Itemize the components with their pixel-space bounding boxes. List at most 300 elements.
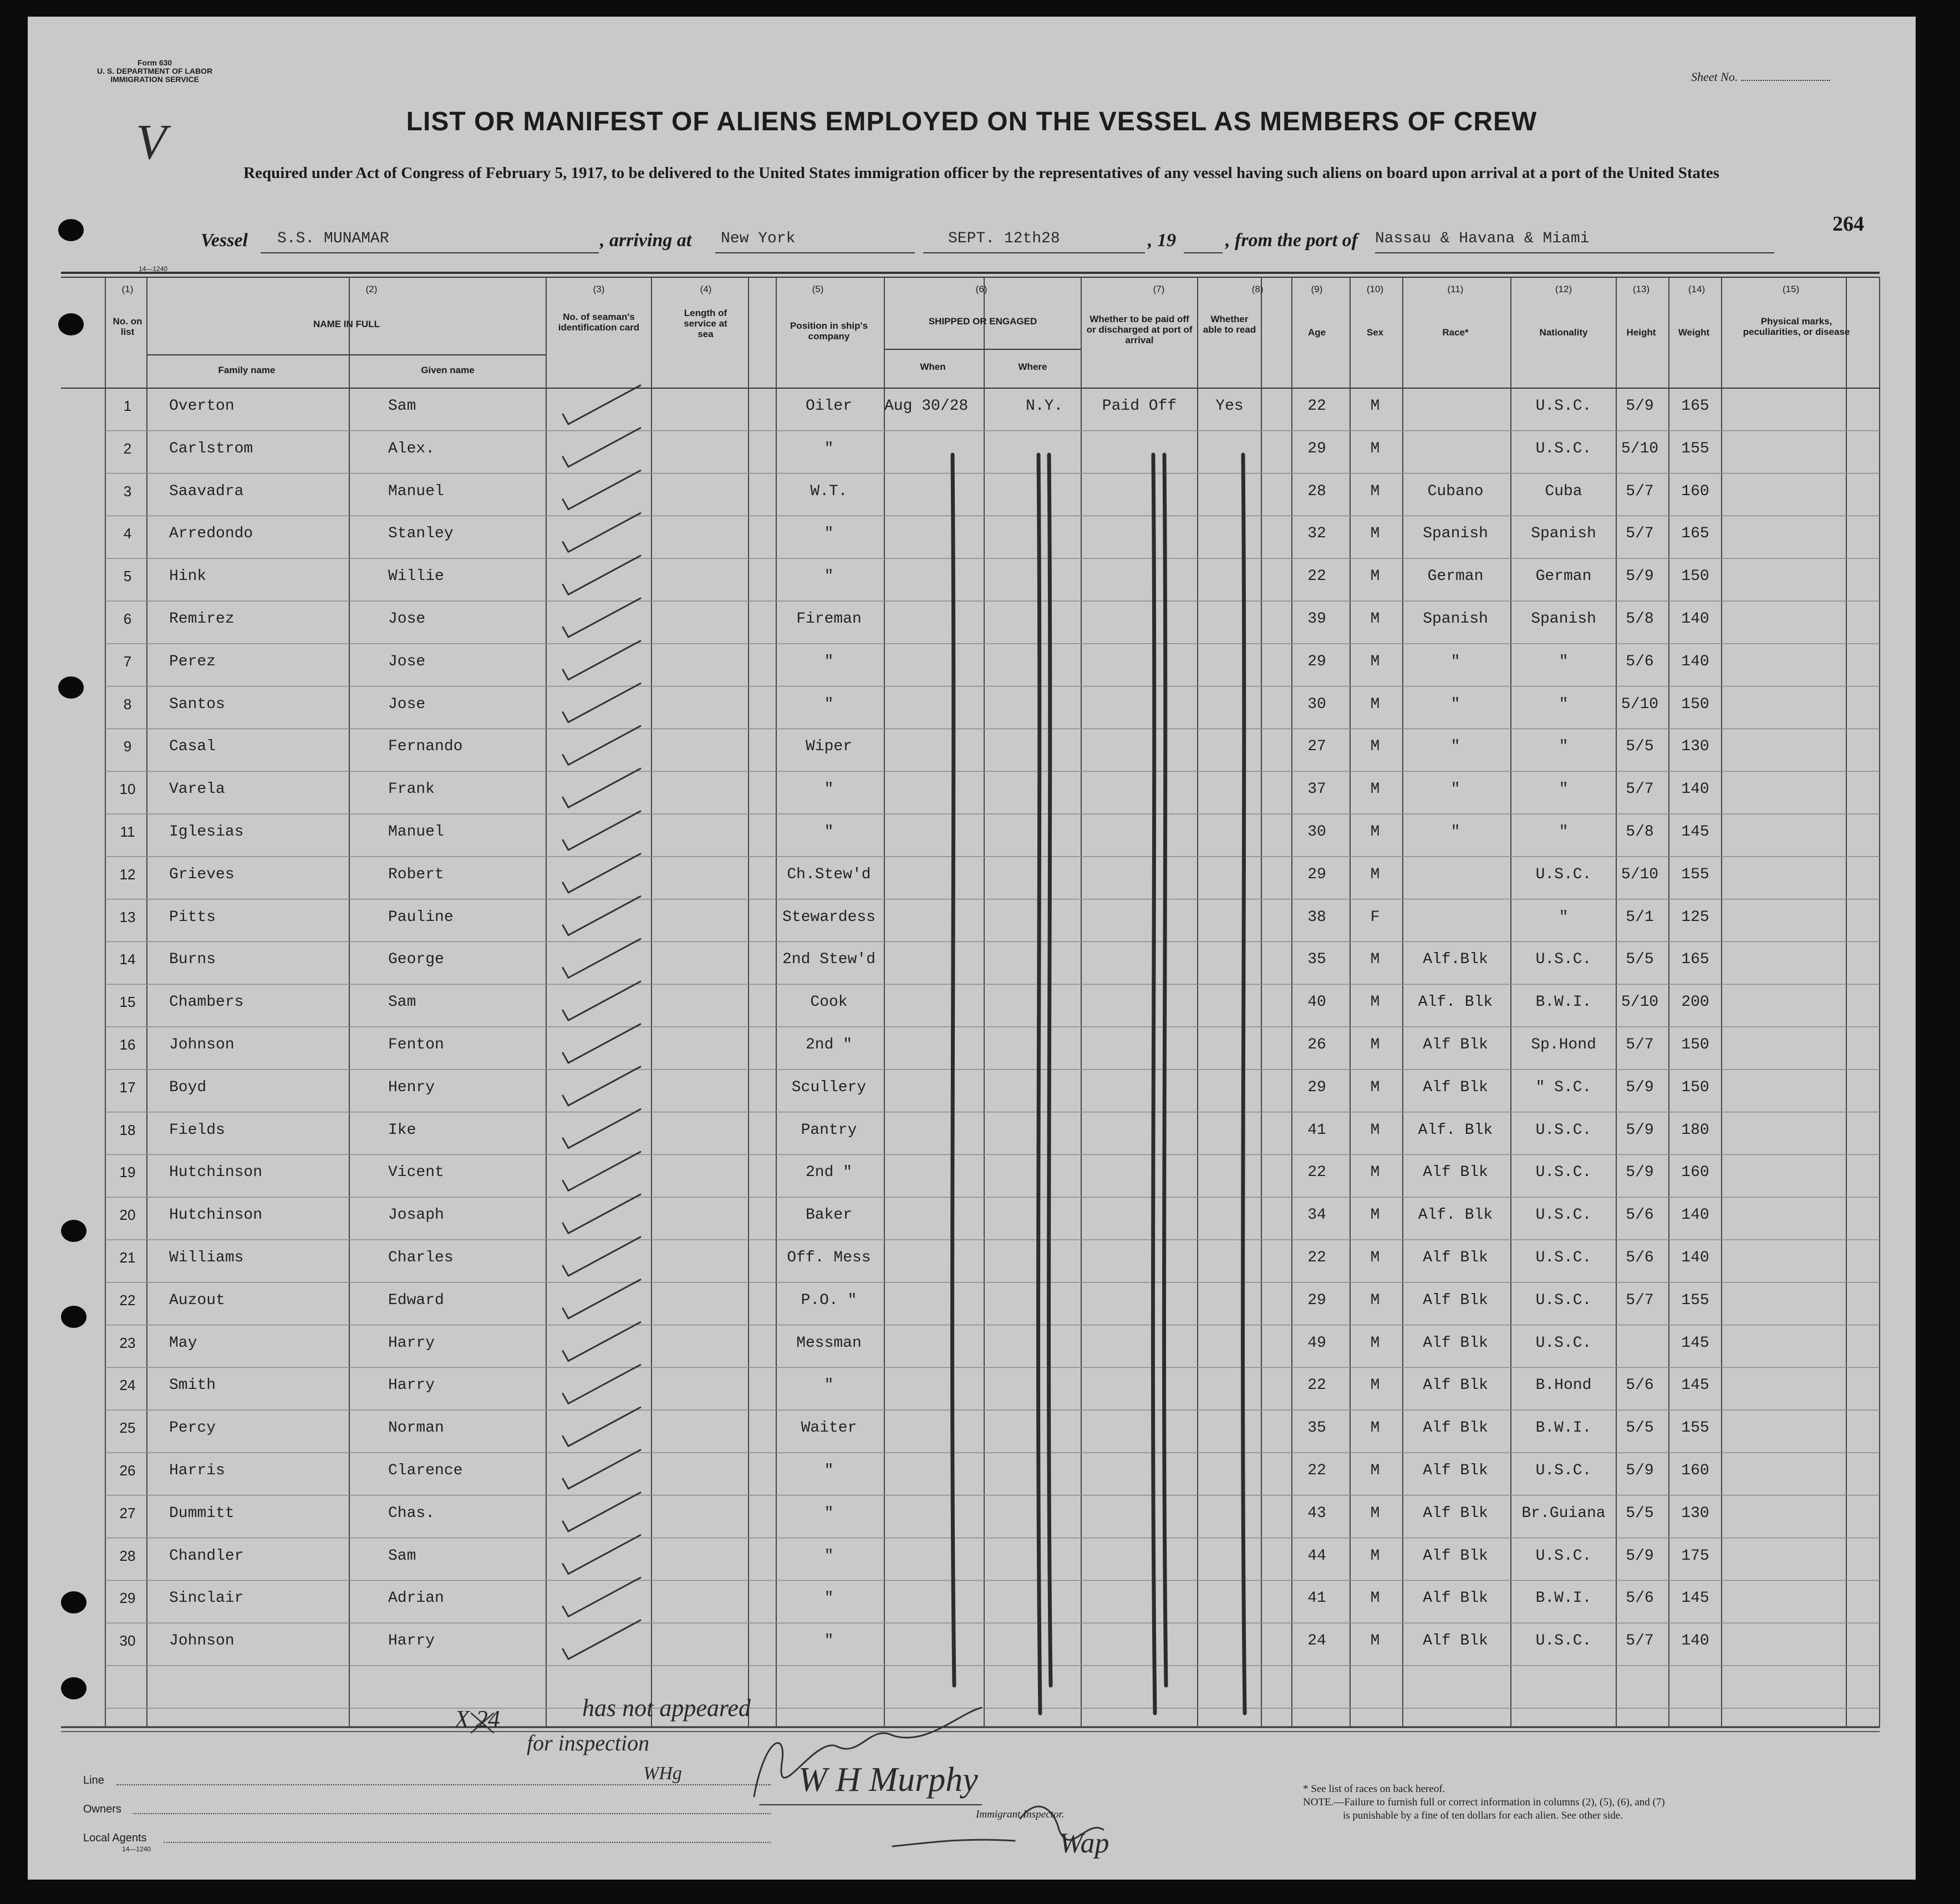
nationality: U.S.C.: [1535, 951, 1592, 969]
nationality: U.S.C.: [1535, 1121, 1592, 1139]
family-name: Varela: [169, 781, 225, 798]
nationality: ": [1559, 908, 1569, 926]
sex: M: [1370, 440, 1380, 457]
vessel-label: Vessel: [201, 230, 248, 251]
given-name: Manuel: [388, 823, 444, 841]
family-name: Boyd: [169, 1078, 207, 1096]
given-name: Robert: [388, 866, 444, 883]
height: 5/10: [1621, 440, 1659, 457]
nationality: U.S.C.: [1535, 398, 1592, 415]
sex: M: [1370, 1377, 1380, 1394]
position: ": [824, 823, 834, 841]
height: 5/10: [1621, 695, 1659, 713]
family-name: Saavadra: [169, 482, 244, 500]
age: 29: [1307, 1078, 1326, 1096]
given-name: Sam: [388, 398, 416, 415]
shipped-where: N.Y.: [1026, 398, 1063, 415]
given-name: Harry: [388, 1632, 435, 1650]
family-name: Carlstrom: [169, 440, 253, 457]
weight: 125: [1681, 908, 1709, 926]
row-number: 25: [119, 1419, 136, 1437]
nationality: U.S.C.: [1535, 1164, 1592, 1182]
race: German: [1427, 568, 1484, 586]
position: Oiler: [805, 398, 852, 415]
race: Alf Blk: [1423, 1334, 1488, 1352]
header-family-name: Family name: [218, 365, 276, 375]
row-number: 19: [119, 1164, 136, 1181]
weight: 145: [1681, 1334, 1709, 1352]
age: 24: [1307, 1632, 1326, 1650]
age: 22: [1307, 398, 1326, 415]
signature-initials: Wap: [1059, 1827, 1109, 1859]
family-name: Chambers: [169, 994, 244, 1011]
position: P.O. ": [801, 1291, 857, 1309]
arrival-port: New York: [721, 230, 796, 247]
sex: M: [1370, 695, 1380, 713]
weight: 150: [1681, 1036, 1709, 1053]
row-number: 3: [123, 482, 132, 500]
age: 26: [1307, 1036, 1326, 1053]
race: ": [1450, 738, 1460, 756]
race: ": [1450, 823, 1460, 841]
nationality: B.W.I.: [1535, 1419, 1592, 1437]
given-name: Edward: [388, 1291, 444, 1309]
weight: 200: [1681, 994, 1709, 1011]
handwritten-note-mark: X 24: [455, 1706, 500, 1733]
given-name: Sam: [388, 994, 416, 1011]
weight: 150: [1681, 695, 1709, 713]
family-name: Pitts: [169, 908, 216, 926]
family-name: Hink: [169, 568, 207, 586]
given-name: Henry: [388, 1078, 435, 1096]
row-number: 16: [119, 1036, 136, 1053]
position: ": [824, 781, 834, 798]
age: 22: [1307, 568, 1326, 586]
nationality: " S.C.: [1535, 1078, 1592, 1096]
nationality: B.Hond: [1535, 1377, 1592, 1394]
header-no-on-list: No. on list: [113, 316, 142, 337]
nationality: ": [1559, 823, 1569, 841]
position: Pantry: [801, 1121, 857, 1139]
colnum: (6): [975, 284, 987, 294]
row-number: 15: [119, 994, 136, 1011]
age: 30: [1307, 695, 1326, 713]
row-number: 17: [119, 1078, 136, 1096]
colnum: (8): [1251, 284, 1264, 294]
family-name: Johnson: [169, 1632, 235, 1650]
age: 35: [1307, 951, 1326, 969]
position: ": [824, 1590, 834, 1607]
position: W.T.: [810, 482, 848, 500]
weight: 150: [1681, 1078, 1709, 1096]
colnum: (1): [121, 284, 134, 294]
age: 29: [1307, 866, 1326, 883]
weight: 155: [1681, 866, 1709, 883]
nationality: Spanish: [1531, 610, 1596, 628]
given-name: Stanley: [388, 525, 454, 543]
family-name: Iglesias: [169, 823, 244, 841]
sex: M: [1370, 1547, 1380, 1565]
family-name: Arredondo: [169, 525, 253, 543]
inspector-label: Immigrant Inspector.: [976, 1809, 1065, 1820]
colnum: (13): [1632, 284, 1650, 294]
row-number: 6: [123, 610, 132, 627]
race: Alf Blk: [1423, 1590, 1488, 1607]
sex: M: [1370, 482, 1380, 500]
height: 5/7: [1626, 482, 1654, 500]
position: ": [824, 653, 834, 670]
position: 2nd ": [805, 1164, 852, 1182]
agents-code: 14—1240: [122, 1845, 151, 1853]
race: Alf Blk: [1423, 1249, 1488, 1266]
age: 44: [1307, 1547, 1326, 1565]
family-name: Johnson: [169, 1036, 235, 1053]
position: Messman: [796, 1334, 862, 1352]
height: 5/5: [1626, 951, 1654, 969]
family-name: Percy: [169, 1419, 216, 1437]
position: Cook: [810, 994, 848, 1011]
height: 5/6: [1626, 653, 1654, 670]
header-height: Height: [1626, 327, 1656, 338]
sex: M: [1370, 1164, 1380, 1182]
row-number: 1: [123, 398, 132, 414]
colnum: (7): [1153, 284, 1165, 294]
paid-off: Paid Off: [1102, 398, 1177, 415]
height: 5/6: [1626, 1206, 1654, 1224]
sex: M: [1370, 1291, 1380, 1309]
colnum: (9): [1311, 284, 1323, 294]
position: ": [824, 525, 834, 543]
weight: 180: [1681, 1121, 1709, 1139]
height: 5/5: [1626, 1419, 1654, 1437]
row-number: 28: [119, 1547, 136, 1564]
race: Cubano: [1427, 482, 1484, 500]
height: 5/7: [1626, 1036, 1654, 1053]
sex: M: [1370, 738, 1380, 756]
arriving-label: , arriving at: [600, 230, 692, 251]
family-name: Harris: [169, 1462, 225, 1479]
height: 5/6: [1626, 1249, 1654, 1266]
header-sex: Sex: [1366, 327, 1384, 338]
page-number: 264: [1832, 212, 1864, 236]
weight: 145: [1681, 823, 1709, 841]
nationality: U.S.C.: [1535, 1547, 1592, 1565]
sex: M: [1370, 1334, 1380, 1352]
weight: 160: [1681, 1462, 1709, 1479]
given-name: Sam: [388, 1547, 416, 1565]
nationality: German: [1535, 568, 1592, 586]
given-name: Manuel: [388, 482, 444, 500]
sex: M: [1370, 610, 1380, 628]
weight: 160: [1681, 1164, 1709, 1182]
sex: M: [1370, 1121, 1380, 1139]
age: 38: [1307, 908, 1326, 926]
race: Alf Blk: [1423, 1547, 1488, 1565]
nationality: ": [1559, 738, 1569, 756]
sex: M: [1370, 1419, 1380, 1437]
header-physical-marks: Physical marks, peculiarities, or disease: [1743, 316, 1850, 337]
weight: 165: [1681, 525, 1709, 543]
colnum: (3): [593, 284, 605, 294]
height: 5/9: [1626, 1164, 1654, 1182]
row-number: 14: [119, 951, 136, 968]
header-nationality: Nationality: [1539, 327, 1588, 338]
weight: 165: [1681, 398, 1709, 415]
header-given-name: Given name: [421, 365, 475, 375]
weight: 140: [1681, 610, 1709, 628]
height: 5/7: [1626, 1632, 1654, 1650]
race: Spanish: [1423, 610, 1488, 628]
sex: M: [1370, 1504, 1380, 1522]
nationality: ": [1559, 781, 1569, 798]
family-name: Remirez: [169, 610, 235, 628]
header-name-in-full: NAME IN FULL: [313, 319, 380, 329]
row-number: 24: [119, 1377, 136, 1394]
page-subtitle: Required under Act of Congress of February 5, 1917, to be delivered to the United States immigration officer by the representatives of any vessel having such aliens on board upon arrival at a port of the United States: [243, 164, 1719, 182]
arrival-date: SEPT. 12th28: [948, 230, 1060, 247]
footer-notes: [1303, 1783, 1665, 1822]
height: 5/9: [1626, 1462, 1654, 1479]
age: 34: [1307, 1206, 1326, 1224]
race: ": [1450, 695, 1460, 713]
height: 5/8: [1626, 823, 1654, 841]
nationality: ": [1559, 695, 1569, 713]
handwritten-mark: V: [136, 115, 166, 170]
nationality: U.S.C.: [1535, 1206, 1592, 1224]
race: Alf Blk: [1423, 1036, 1488, 1053]
sex: M: [1370, 1590, 1380, 1607]
race: Alf Blk: [1423, 1164, 1488, 1182]
colnum: (5): [812, 284, 824, 294]
header-weight: Weight: [1678, 327, 1710, 338]
given-name: Alex.: [388, 440, 435, 457]
position: Off. Mess: [787, 1249, 871, 1266]
colnum: (15): [1782, 284, 1800, 294]
family-name: Fields: [169, 1121, 225, 1139]
given-name: Harry: [388, 1377, 435, 1394]
age: 40: [1307, 994, 1326, 1011]
weight: 140: [1681, 1206, 1709, 1224]
penalty-note: NOTE.—Failure to furnish full or correct information in columns (2), (5), (6), and (7): [1303, 1796, 1665, 1808]
given-name: Josaph: [388, 1206, 444, 1224]
colnum: (4): [700, 284, 712, 294]
row-number: 30: [119, 1632, 136, 1650]
handwritten-note-line1: has not appeared: [582, 1694, 751, 1722]
sex: M: [1370, 823, 1380, 841]
nationality: ": [1559, 653, 1569, 670]
nationality: Cuba: [1545, 482, 1582, 500]
sex: M: [1370, 1036, 1380, 1053]
height: 5/9: [1626, 1078, 1654, 1096]
header-race: Race*: [1442, 327, 1469, 338]
given-name: Vicent: [388, 1164, 444, 1182]
age: 29: [1307, 1291, 1326, 1309]
inspector-signature: W H Murphy: [798, 1761, 978, 1799]
given-name: Jose: [388, 653, 426, 670]
race: Alf Blk: [1423, 1377, 1488, 1394]
family-name: Dummitt: [169, 1504, 235, 1522]
age: 41: [1307, 1590, 1326, 1607]
nationality: U.S.C.: [1535, 440, 1592, 457]
local-agents-label: Local Agents: [83, 1832, 147, 1844]
age: 22: [1307, 1164, 1326, 1182]
row-number: 27: [119, 1504, 136, 1521]
given-name: George: [388, 951, 444, 969]
line-label: Line: [83, 1774, 104, 1786]
weight: 150: [1681, 568, 1709, 586]
height: 5/8: [1626, 610, 1654, 628]
age: 39: [1307, 610, 1326, 628]
position: ": [824, 1462, 834, 1479]
small-code: 14—1240: [139, 265, 168, 273]
given-name: Charles: [388, 1249, 454, 1266]
given-name: Willie: [388, 568, 444, 586]
age: 22: [1307, 1462, 1326, 1479]
family-name: Auzout: [169, 1291, 225, 1309]
form-number: Form 630: [137, 58, 172, 67]
family-name: Smith: [169, 1377, 216, 1394]
given-name: Ike: [388, 1121, 416, 1139]
page-title: LIST OR MANIFEST OF ALIENS EMPLOYED ON THE VESSEL AS MEMBERS OF CREW: [406, 107, 1538, 136]
header-paid-off: Whether to be paid off or discharged at port of arrival: [1086, 314, 1193, 345]
position: ": [824, 1632, 834, 1650]
position: ": [824, 568, 834, 586]
weight: 130: [1681, 1504, 1709, 1522]
race: Alf. Blk: [1418, 994, 1493, 1011]
department-name: U. S. DEPARTMENT OF LABOR: [97, 67, 213, 75]
nationality: Sp.Hond: [1531, 1036, 1596, 1053]
service-name: IMMIGRATION SERVICE: [110, 75, 199, 84]
position: ": [824, 695, 834, 713]
height: 5/9: [1626, 1547, 1654, 1565]
given-name: Fenton: [388, 1036, 444, 1053]
race: Alf Blk: [1423, 1462, 1488, 1479]
height: 5/6: [1626, 1377, 1654, 1394]
height: 5/5: [1626, 1504, 1654, 1522]
family-name: May: [169, 1334, 197, 1352]
given-name: Harry: [388, 1334, 435, 1352]
sex: M: [1370, 1462, 1380, 1479]
family-name: Casal: [169, 738, 216, 756]
age: 27: [1307, 738, 1326, 756]
row-number: 2: [123, 440, 132, 457]
row-number: 10: [119, 781, 136, 798]
weight: 165: [1681, 951, 1709, 969]
age: 29: [1307, 653, 1326, 670]
header-shipped-or-engaged: SHIPPED OR ENGAGED: [928, 316, 1037, 327]
sex: M: [1370, 1632, 1380, 1650]
position: Stewardess: [782, 908, 876, 926]
header-id-card: No. of seaman's identification card: [558, 312, 640, 333]
age: 43: [1307, 1504, 1326, 1522]
position: 2nd ": [805, 1036, 852, 1053]
header-able-to-read: Whether able to read: [1203, 314, 1256, 335]
header-when: When: [920, 362, 946, 372]
sex: M: [1370, 1249, 1380, 1266]
header-age: Age: [1307, 327, 1326, 338]
race: Alf Blk: [1423, 1504, 1488, 1522]
sex: M: [1370, 1206, 1380, 1224]
race: Alf Blk: [1423, 1632, 1488, 1650]
position: ": [824, 1547, 834, 1565]
sex: M: [1370, 653, 1380, 670]
sheet-number-label: Sheet No.: [1691, 70, 1738, 84]
able-to-read: Yes: [1215, 398, 1244, 415]
given-name: Chas.: [388, 1504, 435, 1522]
weight: 140: [1681, 1632, 1709, 1650]
row-number: 20: [119, 1206, 136, 1224]
row-number: 18: [119, 1121, 136, 1138]
age: 32: [1307, 525, 1326, 543]
position: Wiper: [805, 738, 852, 756]
vessel-name: S.S. MUNAMAR: [277, 230, 389, 247]
age: 41: [1307, 1121, 1326, 1139]
header-position: Position in ship's company: [790, 320, 868, 342]
height: 5/9: [1626, 568, 1654, 586]
race: Alf. Blk: [1418, 1121, 1493, 1139]
weight: 140: [1681, 653, 1709, 670]
height: 5/1: [1626, 908, 1654, 926]
penalty-note-cont: is punishable by a fine of ten dollars for each alien. See other side.: [1343, 1810, 1623, 1821]
height: 5/7: [1626, 525, 1654, 543]
row-number: 13: [119, 908, 136, 925]
row-number: 9: [123, 738, 132, 755]
shipped-when: Aug 30/28: [884, 398, 969, 415]
nationality: U.S.C.: [1535, 1291, 1592, 1309]
weight: 155: [1681, 440, 1709, 457]
weight: 130: [1681, 738, 1709, 756]
height: 5/6: [1626, 1590, 1654, 1607]
colnum: (10): [1366, 284, 1384, 294]
position: Waiter: [801, 1419, 857, 1437]
given-name: Fernando: [388, 738, 463, 756]
race: ": [1450, 781, 1460, 798]
sex: M: [1370, 398, 1380, 415]
nationality: Spanish: [1531, 525, 1596, 543]
nationality: Br.Guiana: [1521, 1504, 1606, 1522]
row-number: 26: [119, 1462, 136, 1479]
weight: 155: [1681, 1291, 1709, 1309]
handwritten-note-line2: for inspection: [527, 1730, 650, 1755]
family-name: Grieves: [169, 866, 235, 883]
age: 29: [1307, 440, 1326, 457]
position: ": [824, 1377, 834, 1394]
sex: M: [1370, 525, 1380, 543]
weight: 155: [1681, 1419, 1709, 1437]
header-length-of-service: Length of service at sea: [684, 308, 727, 339]
height: 5/5: [1626, 738, 1654, 756]
height: 5/10: [1621, 866, 1659, 883]
height: 5/7: [1626, 781, 1654, 798]
height: 5/9: [1626, 398, 1654, 415]
colnum: (2): [365, 284, 378, 294]
row-number: 5: [123, 568, 132, 585]
age: 49: [1307, 1334, 1326, 1352]
sex: F: [1370, 908, 1380, 926]
age: 35: [1307, 1419, 1326, 1437]
race-note: * See list of races on back hereof.: [1303, 1783, 1445, 1795]
age: 22: [1307, 1249, 1326, 1266]
nationality: U.S.C.: [1535, 1249, 1592, 1266]
nationality: B.W.I.: [1535, 1590, 1592, 1607]
height: 5/10: [1621, 994, 1659, 1011]
age: 30: [1307, 823, 1326, 841]
sex: M: [1370, 1078, 1380, 1096]
family-name: Hutchinson: [169, 1206, 263, 1224]
row-number: 21: [119, 1249, 136, 1266]
weight: 145: [1681, 1377, 1709, 1394]
row-number: 7: [123, 653, 132, 670]
